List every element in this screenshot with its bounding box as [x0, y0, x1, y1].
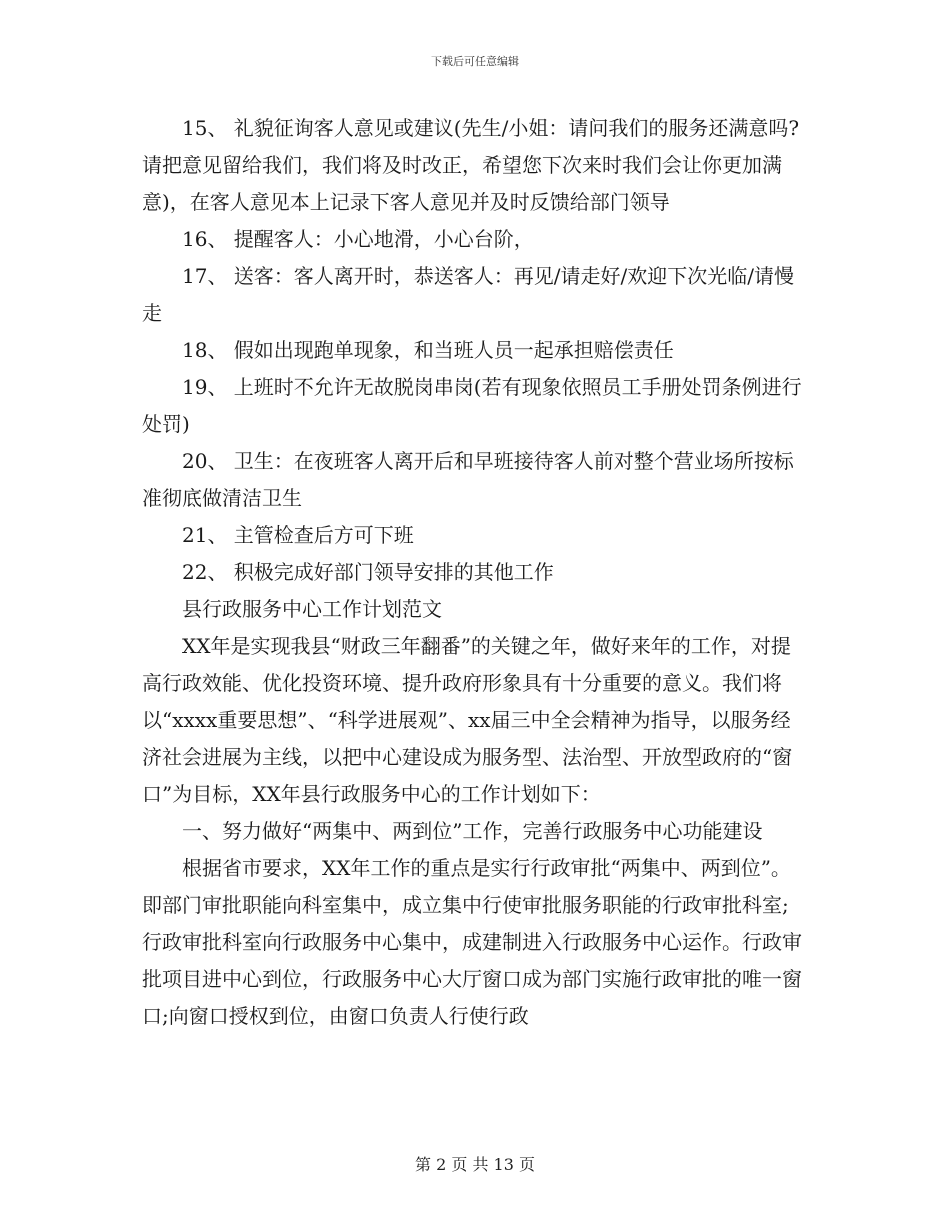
paragraph-15: 15、 礼貌征询客人意见或建议(先生/小姐：请问我们的服务还满意吗?请把意见留给我们，我们将及时改正，希望您下次来时我们会让你更加满意)，在客人意见本上记录下客人意见并及时反馈给部门领导: [142, 116, 800, 214]
paragraph-21: 21、 主管检查后方可下班: [182, 523, 414, 547]
section-heading-1: 一、努力做好“两集中、两到位”工作，完善行政服务中心功能建设: [182, 819, 763, 843]
paragraph-22: 22、 积极完成好部门领导安排的其他工作: [182, 560, 554, 584]
paragraph-18: 18、 假如出现跑单现象，和当班人员一起承担赔偿责任: [182, 338, 674, 362]
paragraph-17: 17、 送客：客人离开时，恭送客人：再见/请走好/欢迎下次光临/请慢走: [142, 264, 795, 325]
body-paragraph: 根据省市要求，XX年工作的重点是实行行政审批“两集中、两到位”。即部门审批职能向科室集中，成立集中行使审批服务职能的行政审批科室;行政审批科室向行政服务中心集中，成建制进入行政服务中心运作。行政审批项目进中心到位，行政服务中心大厅窗口成为部门实施行政审批的唯一窗口;向窗口授权到位，由窗口负责人行使行政: [142, 856, 802, 1028]
intro-paragraph: XX年是实现我县“财政三年翻番”的关键之年，做好来年的工作，对提高行政效能、优化投资环境、提升政府形象具有十分重要的意义。我们将以“xxxx重要思想”、“科学进展观”、xx届三中全会精神为指导，以服务经济社会进展为主线，以把中心建设成为服务型、法治型、开放型政府的“窗口”为目标，XX年县行政服务中心的工作计划如下：: [142, 634, 793, 806]
paragraph-19: 19、 上班时不允许无故脱岗串岗(若有现象依照员工手册处罚条例进行处罚): [142, 375, 802, 436]
paragraph-16: 16、 提醒客人：小心地滑，小心台阶，: [182, 227, 534, 251]
section-title: 县行政服务中心工作计划范文: [182, 597, 442, 621]
document-body: [142, 110, 807, 1035]
page-footer: 第 2 页 共 13 页: [415, 1155, 535, 1174]
page-header: 下载后可任意编辑: [431, 55, 519, 68]
paragraph-20: 20、 卫生：在夜班客人离开后和早班接待客人前对整个营业场所按标准彻底做清洁卫生: [142, 449, 794, 510]
